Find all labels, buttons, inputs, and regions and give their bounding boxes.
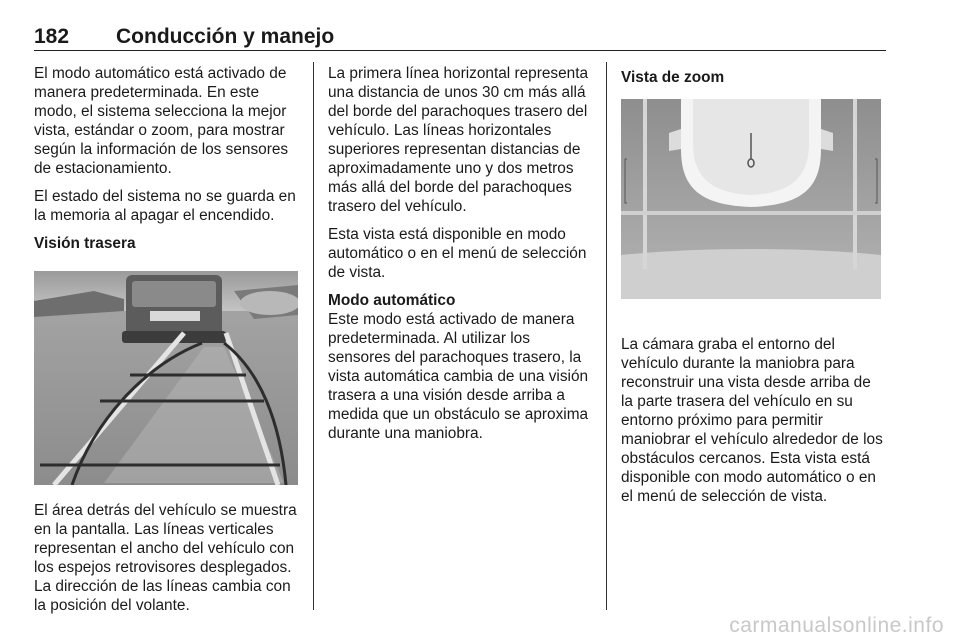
footer-watermark: carmanualsonline.info [729,614,944,637]
column-left [34,64,300,624]
page-header [34,22,886,52]
page-number: 182 [34,25,70,48]
heading-auto-mode: Modo automático [328,292,456,309]
column-divider-2 [606,62,607,610]
paragraph-view-availability: Esta vista está disponible en modo automático o en el menú de selección de vista. [328,226,587,281]
rear-camera-image [34,271,298,485]
zoom-view-image [621,99,881,299]
heading-zoom-view: Vista de zoom [621,69,725,86]
paragraph-system-state: El estado del sistema no se guarda en la memoria al apagar el encendido. [34,188,296,224]
paragraph-zoom-view-description: La cámara graba el entorno del vehículo durante la maniobra para reconstruir una vista desde arriba de la parte trasera del vehículo en su entorno próximo para permitir maniobrar el vehículo alrededor de los obstáculos cercanos. Esta vista está disponible con modo automático o en el menú de selección de vista. [621,336,883,505]
paragraph-horizontal-lines: La primera línea horizontal representa una distancia de unos 30 cm más allá del borde del parachoques trasero del vehículo. Las líneas horizontales superiores representan distancias de aproximadamente uno y dos metros más allá del borde del parachoques trasero del vehículo. [328,65,589,215]
header-rule [34,50,886,51]
column-right [621,64,887,515]
paragraph-rear-view-description: El área detrás del vehículo se muestra en la pantalla. Las líneas verticales representan el ancho del vehículo con los espejos retrovisores desplegados. La dirección de las líneas cambia con la posición del volante. [34,502,297,614]
paragraph-auto-mode-description: Este modo está activado de manera predeterminada. Al utilizar los sensores del parachoques trasero, la vista automática cambia de una visión trasera a una visión desde arriba a medida que un obstáculo se aproxima durante una maniobra. [328,311,589,442]
chapter-title: Conducción y manejo [116,25,335,48]
column-divider-1 [313,62,314,610]
paragraph-auto-mode-intro: El modo automático está activado de manera predeterminada. En este modo, el sistema selecciona la mejor vista, estándar o zoom, para mostrar según la información de los sensores de estacionamiento. [34,65,289,177]
column-middle [328,64,593,452]
heading-rear-view: Visión trasera [34,235,136,252]
